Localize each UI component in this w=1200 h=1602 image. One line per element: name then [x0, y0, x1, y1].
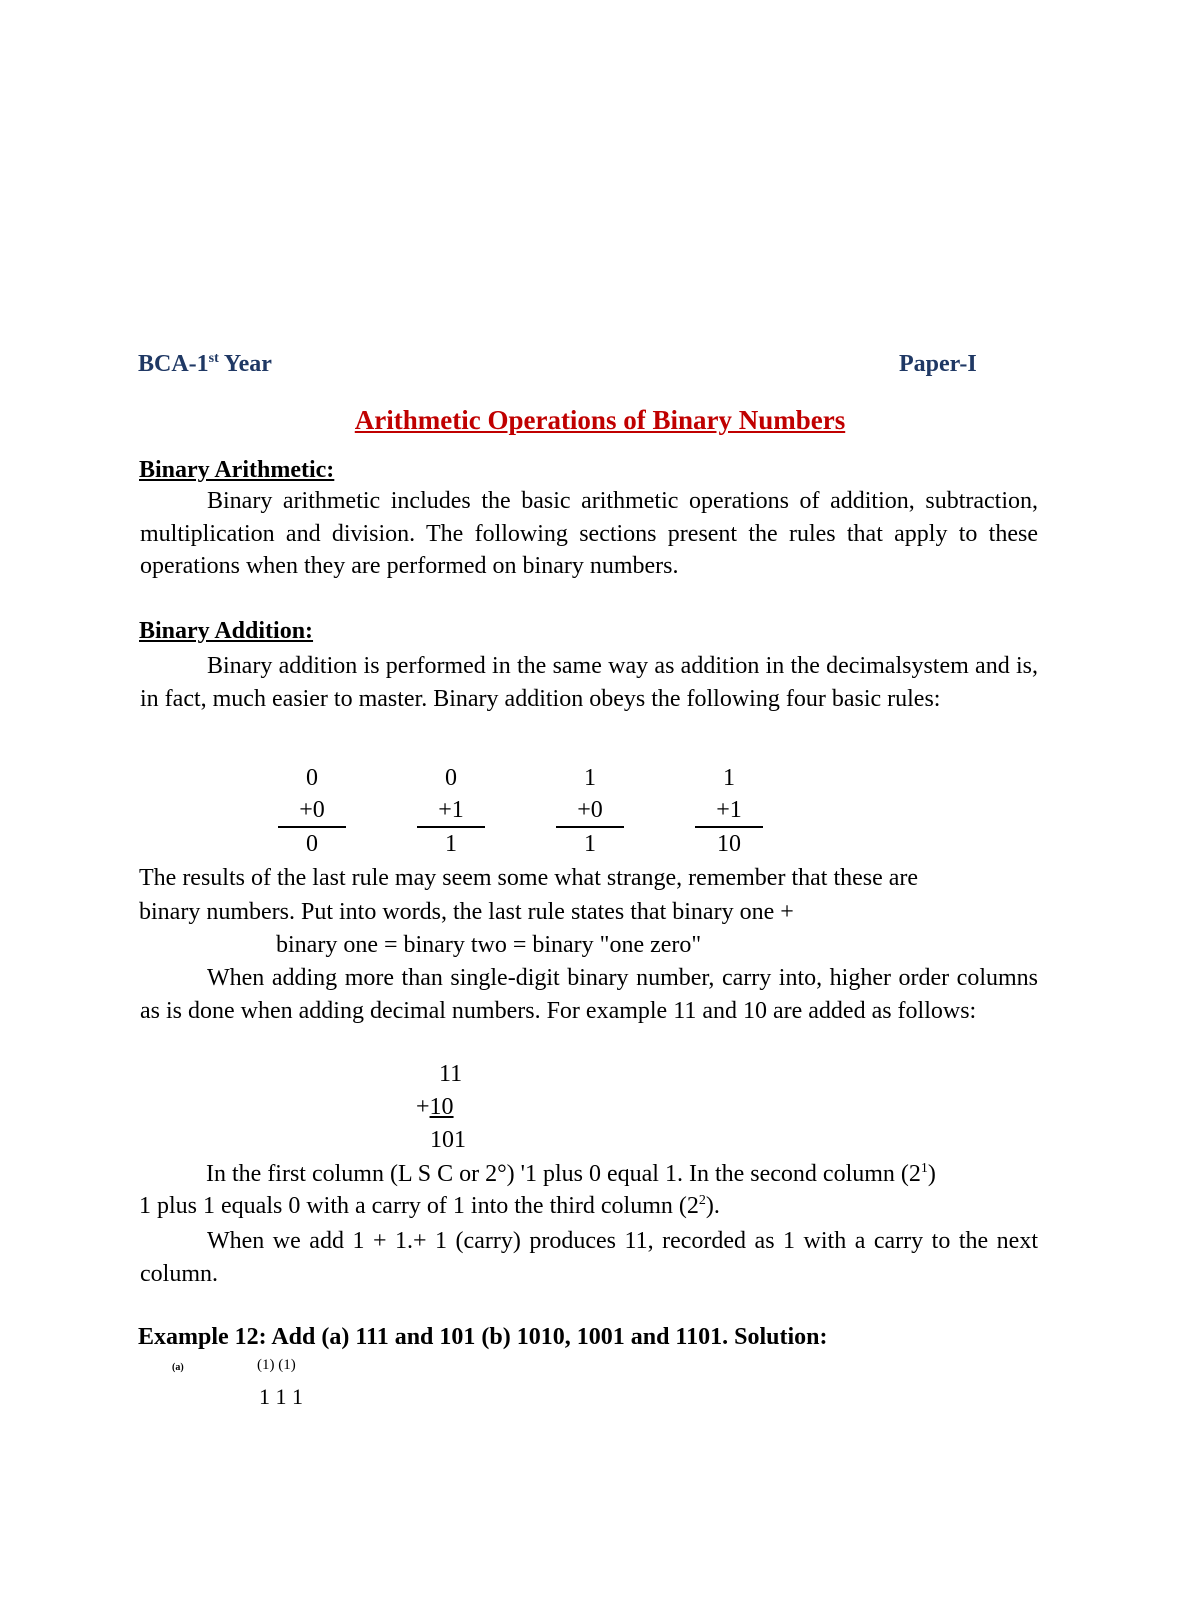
section-heading-binary-addition: Binary Addition: — [139, 618, 314, 644]
rule-operand-b: +1 — [695, 794, 763, 828]
course-label: BCA-1st Year — [138, 351, 272, 377]
plus-sign: + — [416, 1094, 430, 1120]
column-explanation-line-1: In the first column (L S C or 2°) '1 plus 0 equal 1. In the second column $(2^1)$ — [206, 1161, 936, 1187]
rule-1-plus-1 — [695, 762, 763, 860]
rule-operand-a: 0 — [306, 765, 318, 791]
rule-sum: 1 — [584, 831, 596, 857]
example-12-heading: Example 12: Add (a) 111 and 101 (b) 1010, 1001 and 1101. Solution: — [138, 1324, 828, 1350]
explanation-line-2: binary numbers. Put into words, the last rule states that binary one + — [139, 899, 794, 925]
column-explanation-line-2: 1 plus 1 equals 0 with a carry of 1 into the third column $(2^2)$. — [139, 1193, 720, 1219]
example-operand-b — [416, 1094, 454, 1121]
page-title: Arithmetic Operations of Binary Numbers — [354, 405, 846, 435]
rule-0-plus-0 — [278, 762, 346, 860]
rule-0-plus-1 — [417, 762, 485, 860]
rule-sum: 10 — [717, 831, 741, 857]
carry-marks: (1) (1) — [257, 1357, 296, 1373]
rule-operand-a: 1 — [723, 765, 735, 791]
rule-sum: 0 — [306, 831, 318, 857]
rule-operand-b: +1 — [417, 794, 485, 828]
carry-add-paragraph: When we add 1 + 1.+ 1 (carry) produces 11, recorded as 1 with a carry to the next column. — [140, 1228, 1038, 1287]
part-label: (a) — [172, 1362, 184, 1373]
rule-operand-b: +0 — [556, 794, 624, 828]
first-number: 1 1 1 — [259, 1384, 303, 1409]
rule-operand-a: 0 — [445, 765, 457, 791]
explanation-line-1: The results of the last rule may seem some what strange, remember that these are — [139, 865, 919, 891]
rule-operand-a: 1 — [584, 765, 596, 791]
example-operand-b-value: 10 — [429, 1094, 454, 1120]
example-sum: 101 — [430, 1127, 466, 1153]
carry-paragraph: When adding more than single-digit binary number, carry into, higher order columns as is done when adding decimal numbers. For example 11 and 10 are added as follows: — [140, 965, 1038, 1024]
section-heading-binary-arithmetic: Binary Arithmetic: — [139, 457, 335, 483]
example-operand-a: 11 — [439, 1061, 463, 1087]
rule-operand-b: +0 — [278, 794, 346, 828]
paper-label: Paper-I — [899, 351, 977, 377]
rule-1-plus-0 — [556, 762, 624, 860]
explanation-line-3: binary one = binary two = binary "one zero" — [276, 932, 702, 958]
rule-sum: 1 — [445, 831, 457, 857]
binary-arithmetic-paragraph: Binary arithmetic includes the basic arithmetic operations of addition, subtraction, multiplication and division. The following sections present the rules that apply to these operations when they are performed on binary numbers. — [140, 488, 1038, 579]
binary-addition-paragraph: Binary addition is performed in the same way as addition in the decimalsystem and is, in fact, much easier to master. Binary addition obeys the following four basic rules: — [140, 653, 1038, 712]
